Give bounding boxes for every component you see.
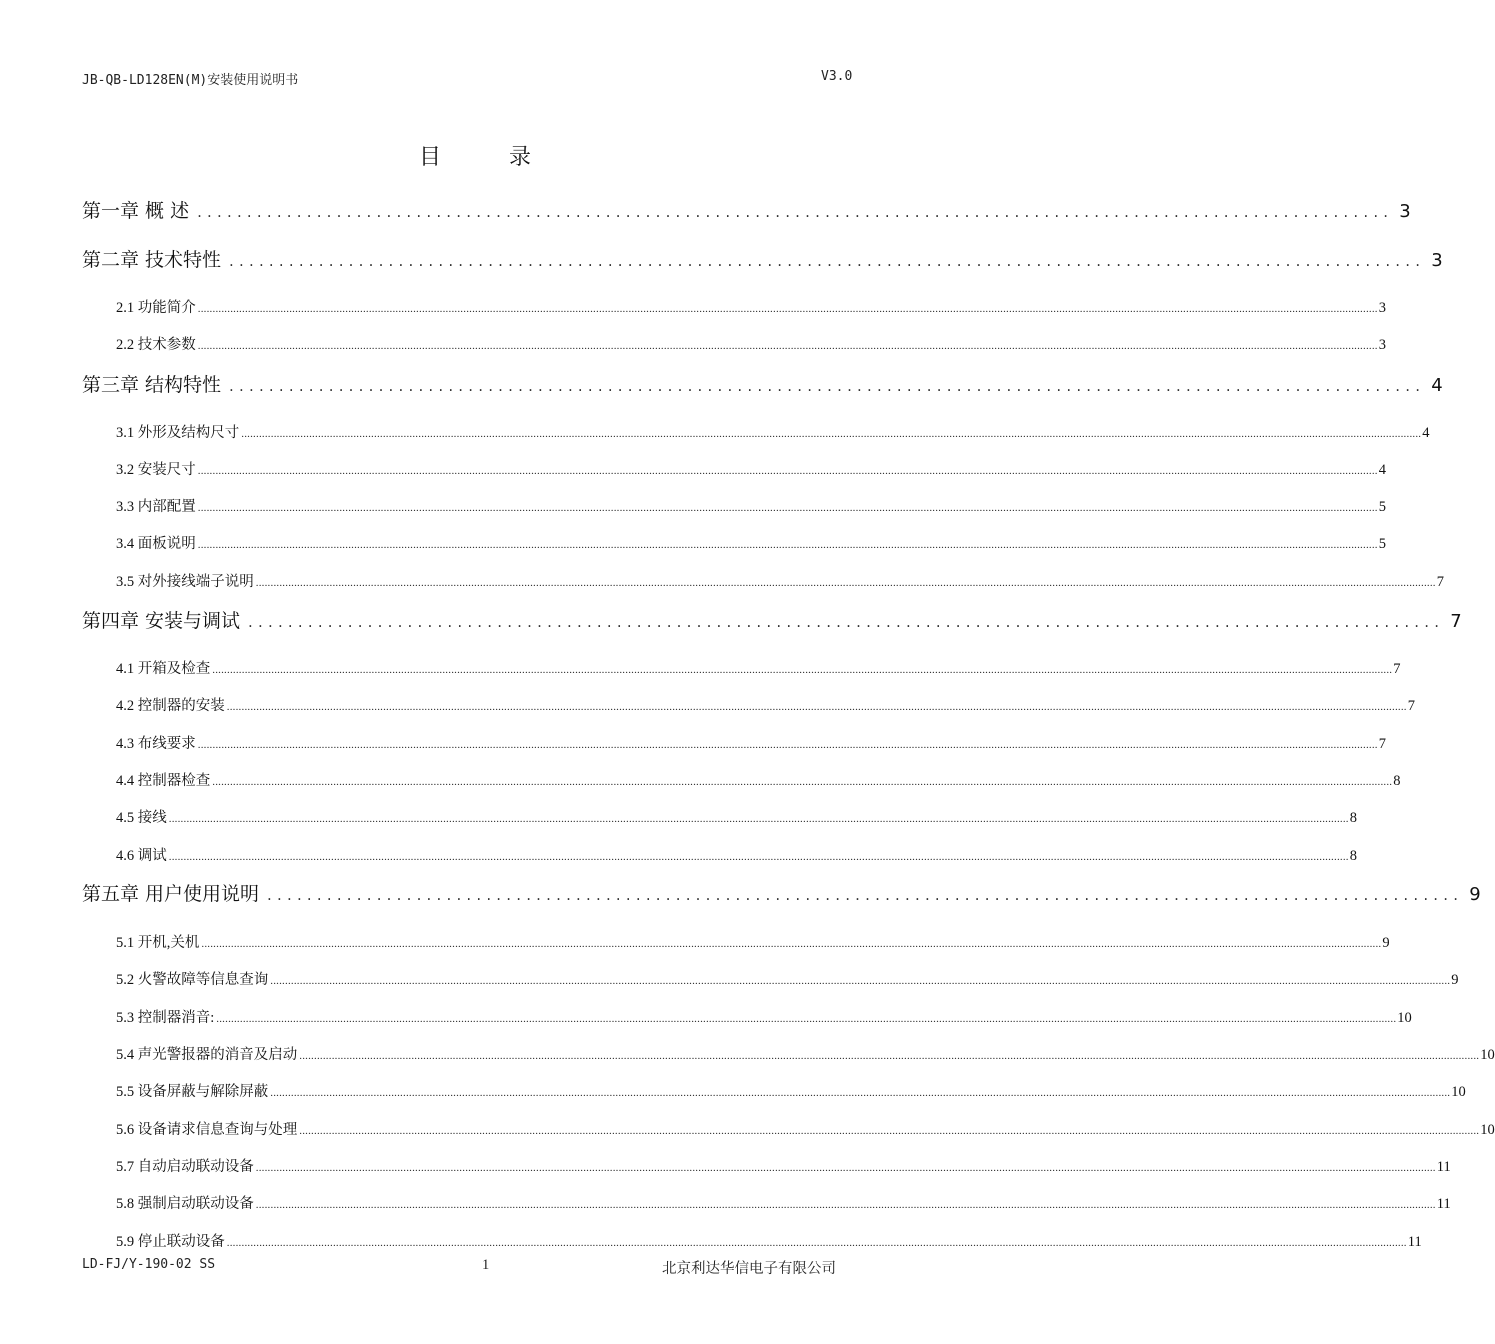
toc-entry-page: 11: [1436, 1159, 1451, 1175]
toc-entry-label: 5.7 自动启动联动设备: [116, 1159, 254, 1175]
toc-section-entry[interactable]: [116, 1080, 1466, 1100]
toc-section-entry[interactable]: [116, 844, 1357, 864]
toc-section-entry[interactable]: [116, 1155, 1451, 1175]
toc-chapter-entry[interactable]: [82, 196, 1411, 222]
toc-entry-page: 4: [1422, 425, 1430, 441]
toc-leader-dots: ................................................................................................................................................................................................................................................................................................................................................................................................................: [212, 776, 1393, 788]
toc-entry-label: 4.6 调试: [116, 848, 167, 864]
toc-entry-label: 第一章 概 述: [82, 200, 190, 222]
toc-section-entry[interactable]: [116, 968, 1459, 988]
toc-leader-dots: ................................................................................................................................................................................................................................................................................................................................................................................................................: [216, 1013, 1397, 1025]
toc-entry-page: 9: [1469, 884, 1481, 905]
toc-section-entry[interactable]: [116, 570, 1444, 590]
toc-leader-dots: ........................................................................................................................: [197, 203, 1394, 221]
toc-entry-page: 8: [1349, 848, 1357, 864]
toc-leader-dots: ........................................................................................................................: [248, 613, 1445, 631]
toc-entry-page: 7: [1378, 736, 1386, 752]
toc-leader-dots: ................................................................................................................................................................................................................................................................................................................................................................................................................: [255, 577, 1436, 589]
toc-section-entry[interactable]: [116, 694, 1415, 714]
toc-entry-page: 9: [1382, 935, 1390, 951]
toc-entry-label: 5.3 控制器消音:: [116, 1010, 215, 1026]
toc-chapter-entry[interactable]: [82, 606, 1462, 632]
toc-entry-page: 10: [1397, 1010, 1412, 1026]
toc-entry-page: 10: [1451, 1084, 1466, 1100]
toc-entry-page: 3: [1378, 300, 1386, 316]
toc-leader-dots: ................................................................................................................................................................................................................................................................................................................................................................................................................: [168, 851, 1349, 863]
toc-leader-dots: ................................................................................................................................................................................................................................................................................................................................................................................................................: [197, 502, 1378, 514]
toc-entry-page: 7: [1436, 574, 1444, 590]
toc-entry-label: 4.4 控制器检查: [116, 773, 211, 789]
toc-leader-dots: ................................................................................................................................................................................................................................................................................................................................................................................................................: [197, 303, 1378, 315]
toc-section-entry[interactable]: [116, 458, 1386, 478]
toc-section-entry[interactable]: [116, 421, 1430, 441]
toc-leader-dots: ................................................................................................................................................................................................................................................................................................................................................................................................................: [226, 1237, 1407, 1249]
toc-entry-page: 4: [1378, 462, 1386, 478]
toc-entry-label: 3.2 安装尺寸: [116, 462, 196, 478]
toc-section-entry[interactable]: [116, 732, 1386, 752]
toc-entry-page: 8: [1349, 810, 1357, 826]
toc-entry-page: 3: [1431, 250, 1443, 271]
toc-leader-dots: ................................................................................................................................................................................................................................................................................................................................................................................................................: [241, 428, 1422, 440]
toc-entry-label: 第二章 技术特性: [82, 249, 222, 271]
toc-entry-page: 5: [1378, 536, 1386, 552]
toc-leader-dots: ................................................................................................................................................................................................................................................................................................................................................................................................................: [270, 1087, 1451, 1099]
toc-chapter-entry[interactable]: [82, 879, 1481, 905]
toc-entry-label: 3.4 面板说明: [116, 536, 196, 552]
toc-leader-dots: ........................................................................................................................: [229, 252, 1426, 270]
toc-entry-page: 10: [1480, 1047, 1495, 1063]
toc-leader-dots: ................................................................................................................................................................................................................................................................................................................................................................................................................: [299, 1050, 1480, 1062]
toc-section-entry[interactable]: [116, 495, 1386, 515]
header-version: V3.0: [821, 69, 853, 84]
toc-entry-page: 7: [1393, 661, 1401, 677]
toc-leader-dots: ................................................................................................................................................................................................................................................................................................................................................................................................................: [197, 465, 1378, 477]
toc-entry-label: 5.6 设备请求信息查询与处理: [116, 1122, 298, 1138]
toc-section-entry[interactable]: [116, 1118, 1495, 1138]
toc-entry-page: 3: [1399, 201, 1411, 222]
toc-leader-dots: ................................................................................................................................................................................................................................................................................................................................................................................................................: [270, 975, 1451, 987]
toc-chapter-entry[interactable]: [82, 370, 1443, 396]
toc-entry-label: 4.2 控制器的安装: [116, 698, 225, 714]
toc-entry-label: 4.5 接线: [116, 810, 167, 826]
toc-entry-label: 5.8 强制启动联动设备: [116, 1196, 254, 1212]
toc-entry-page: 3: [1378, 337, 1386, 353]
toc-entry-label: 3.3 内部配置: [116, 499, 196, 515]
toc-leader-dots: ................................................................................................................................................................................................................................................................................................................................................................................................................: [226, 701, 1407, 713]
toc-entry-page: 5: [1378, 499, 1386, 515]
toc-entry-page: 10: [1480, 1122, 1495, 1138]
toc-entry-label: 4.3 布线要求: [116, 736, 196, 752]
toc-leader-dots: ................................................................................................................................................................................................................................................................................................................................................................................................................: [255, 1199, 1436, 1211]
toc-entry-label: 4.1 开箱及检查: [116, 661, 211, 677]
toc-title: 目录: [418, 145, 599, 170]
toc-leader-dots: ................................................................................................................................................................................................................................................................................................................................................................................................................: [212, 664, 1393, 676]
toc-leader-dots: ................................................................................................................................................................................................................................................................................................................................................................................................................: [197, 539, 1378, 551]
toc-section-entry[interactable]: [116, 333, 1386, 353]
toc-entry-page: 9: [1451, 972, 1459, 988]
toc-entry-page: 11: [1436, 1196, 1451, 1212]
toc-leader-dots: ................................................................................................................................................................................................................................................................................................................................................................................................................: [255, 1162, 1436, 1174]
toc-section-entry[interactable]: [116, 1230, 1422, 1250]
toc-leader-dots: ........................................................................................................................: [229, 377, 1426, 395]
toc-leader-dots: ................................................................................................................................................................................................................................................................................................................................................................................................................: [197, 739, 1378, 751]
footer-page-number: 1: [482, 1257, 490, 1273]
toc-leader-dots: ................................................................................................................................................................................................................................................................................................................................................................................................................: [201, 938, 1382, 950]
toc-leader-dots: ................................................................................................................................................................................................................................................................................................................................................................................................................: [168, 813, 1349, 825]
toc-entry-page: 7: [1407, 698, 1415, 714]
toc-entry-label: 第五章 用户使用说明: [82, 883, 260, 905]
toc-entry-label: 5.2 火警故障等信息查询: [116, 972, 269, 988]
toc-entry-label: 5.5 设备屏蔽与解除屏蔽: [116, 1084, 269, 1100]
toc-leader-dots: ................................................................................................................................................................................................................................................................................................................................................................................................................: [299, 1125, 1480, 1137]
toc-section-entry[interactable]: [116, 1006, 1412, 1026]
toc-section-entry[interactable]: [116, 1192, 1451, 1212]
toc-entry-page: 4: [1431, 375, 1443, 396]
toc-entry-label: 3.5 对外接线端子说明: [116, 574, 254, 590]
footer-company: 北京利达华信电子有限公司: [662, 1261, 836, 1277]
toc-section-entry[interactable]: [116, 769, 1401, 789]
footer-doc-code: LD-FJ/Y-190-02 SS: [82, 1257, 216, 1272]
toc-entry-label: 3.1 外形及结构尺寸: [116, 425, 240, 441]
toc-entry-page: 8: [1393, 773, 1401, 789]
toc-entry-label: 第四章 安装与调试: [82, 610, 241, 632]
toc-entry-page: 7: [1450, 611, 1462, 632]
header-doc-title: JB-QB-LD128EN(M)安装使用说明书: [82, 73, 299, 88]
toc-entry-label: 2.1 功能简介: [116, 300, 196, 316]
toc-entry-label: 5.9 停止联动设备: [116, 1234, 225, 1250]
toc-section-entry[interactable]: [116, 296, 1386, 316]
toc-entry-label: 第三章 结构特性: [82, 374, 222, 396]
toc-entry-label: 5.4 声光警报器的消音及启动: [116, 1047, 298, 1063]
toc-section-entry[interactable]: [116, 532, 1386, 552]
toc-section-entry[interactable]: [116, 931, 1390, 951]
toc-section-entry[interactable]: [116, 806, 1357, 826]
toc-leader-dots: ................................................................................................................................................................................................................................................................................................................................................................................................................: [197, 340, 1378, 352]
toc-section-entry[interactable]: [116, 657, 1401, 677]
toc-chapter-entry[interactable]: [82, 245, 1443, 271]
toc-entry-label: 2.2 技术参数: [116, 337, 196, 353]
toc-entry-page: 11: [1407, 1234, 1422, 1250]
toc-leader-dots: ........................................................................................................................: [267, 886, 1464, 904]
toc-entry-label: 5.1 开机,关机: [116, 935, 200, 951]
toc-section-entry[interactable]: [116, 1043, 1495, 1063]
